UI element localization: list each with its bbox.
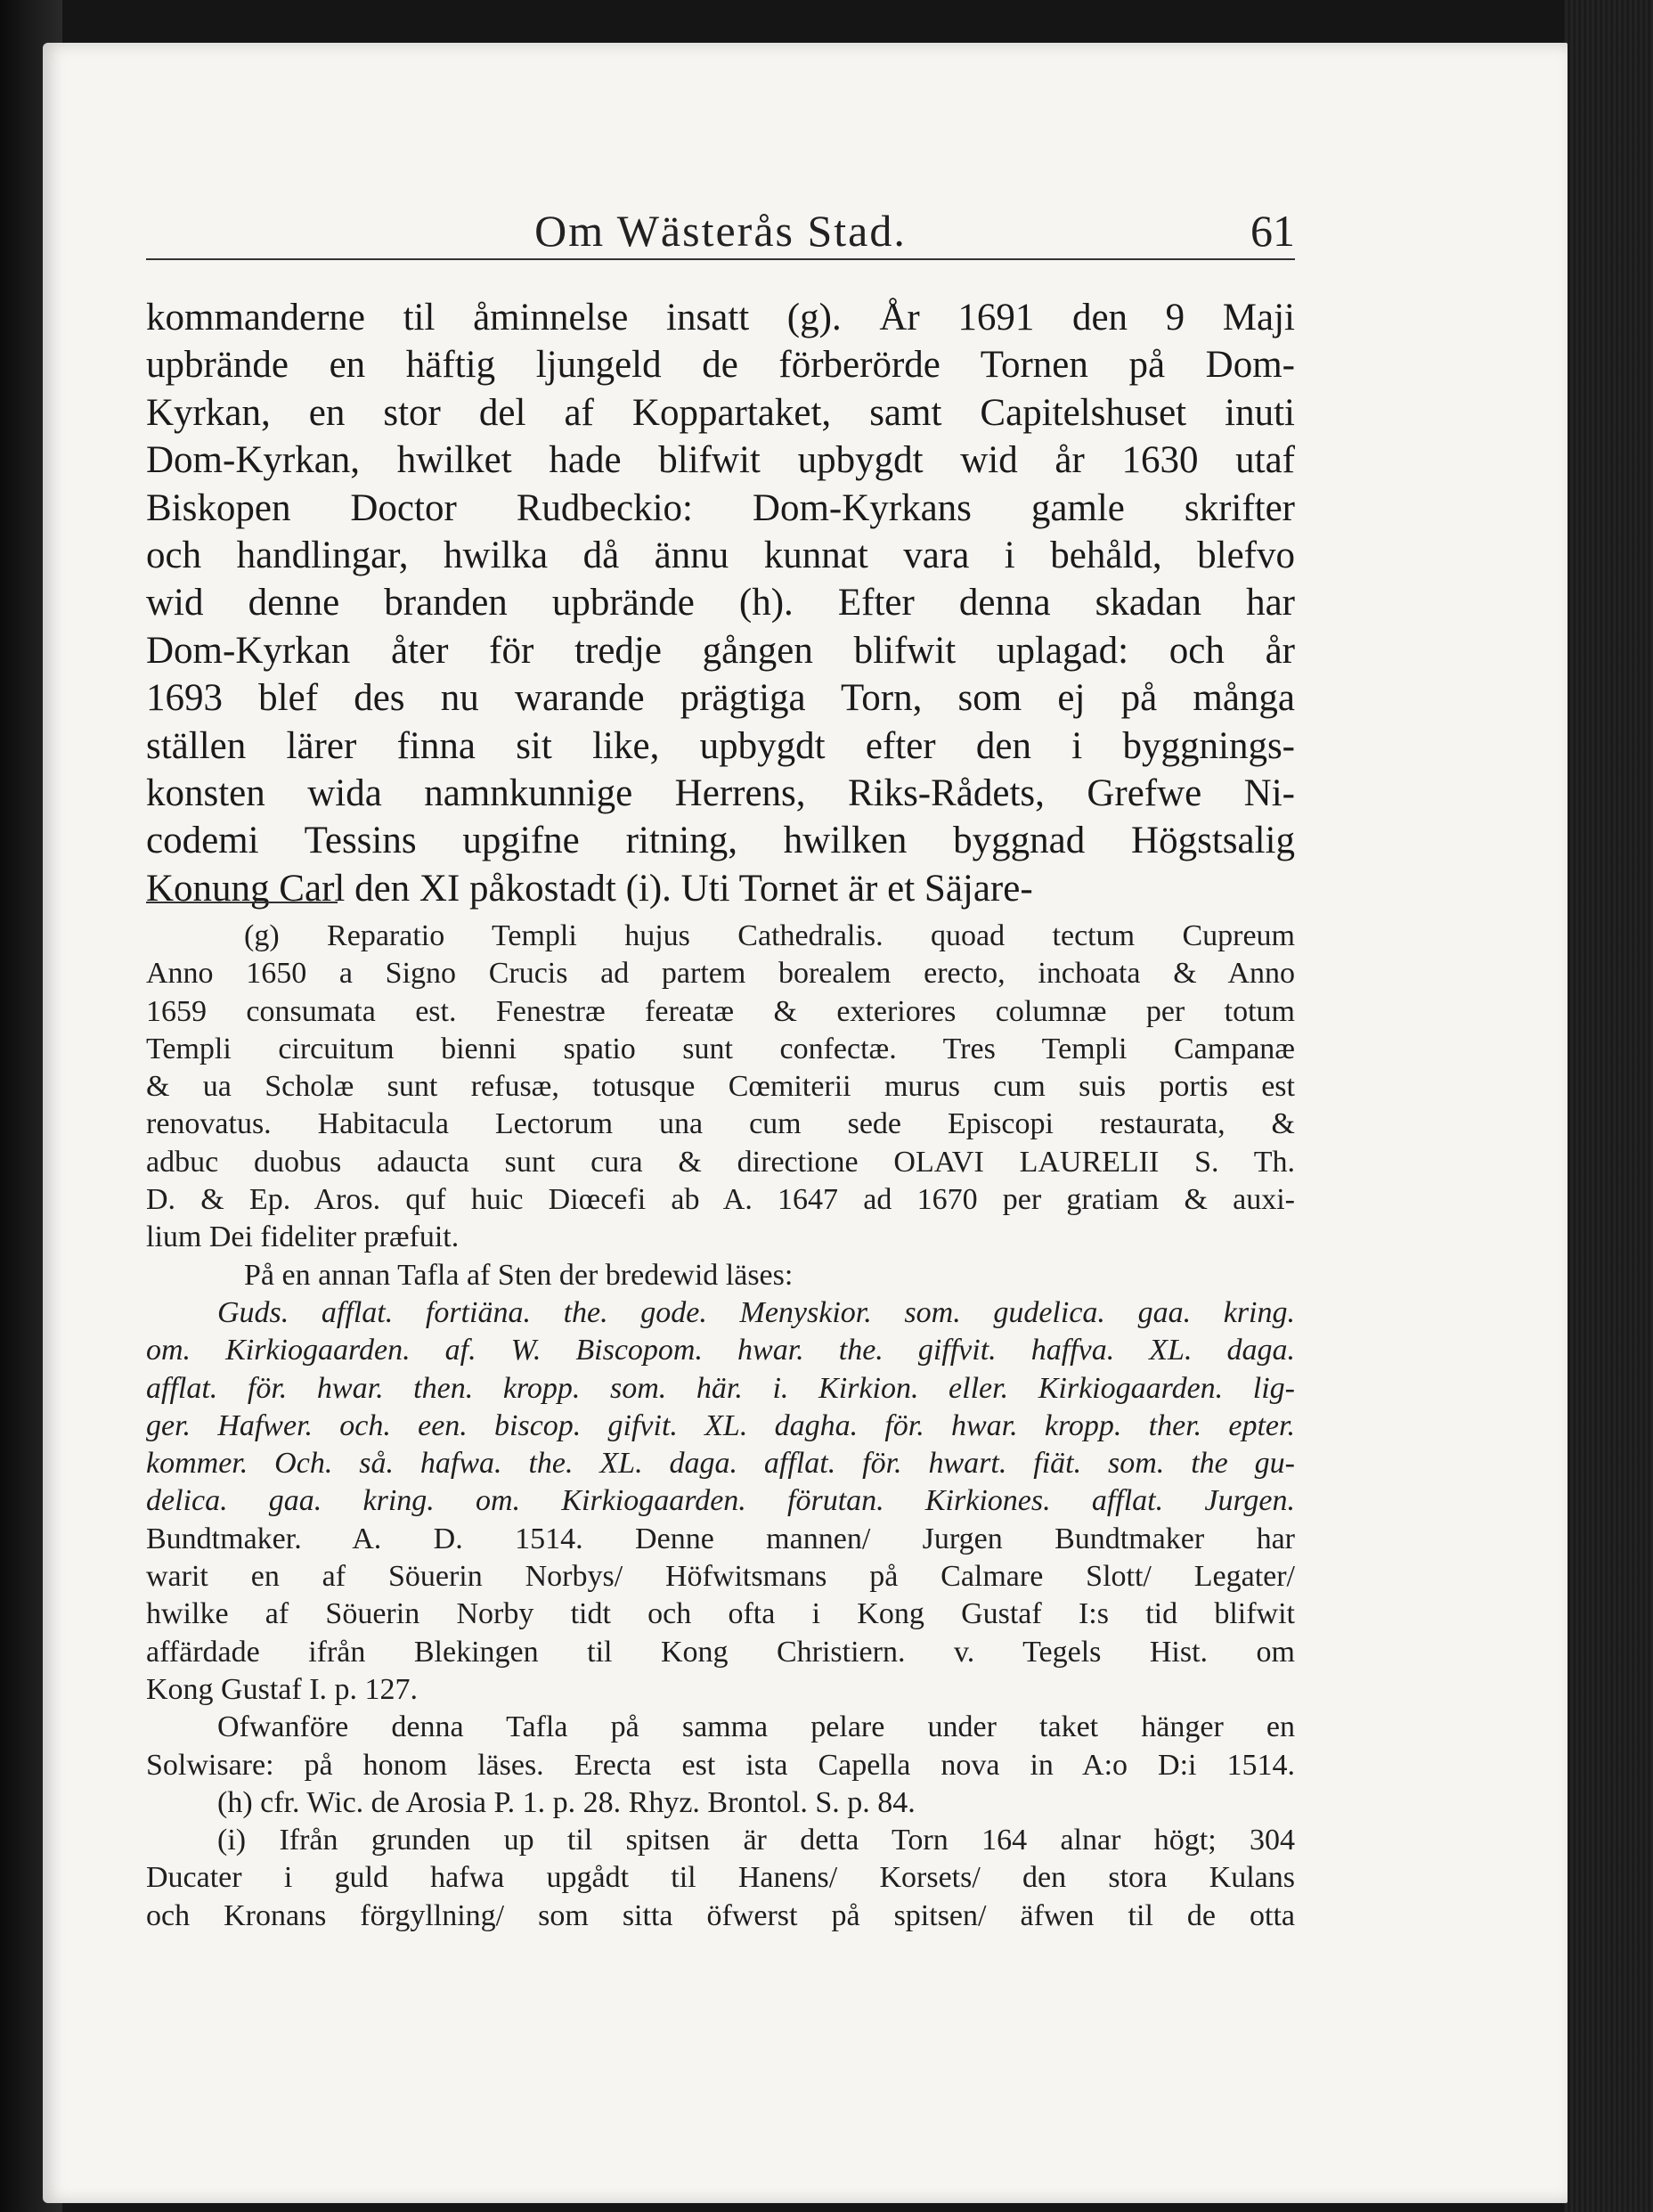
footnote-line: lium Dei fideliter præfuit. xyxy=(146,1220,460,1254)
footnotes xyxy=(146,918,1295,1935)
footnote-line: hwilke af Söuerin Norby tidt och ofta i Kong Gustaf I:s tid blifwit xyxy=(146,1597,1295,1631)
body-line: upbrände en häftig ljungeld de förberörde Tornen på Dom- xyxy=(146,344,1295,387)
body-line: Dom-Kyrkan åter för tredje gången blifwit uplagad: och år xyxy=(146,629,1295,672)
footnote-line: warit en af Söuerin Norbys/ Höfwitsmans på Calmare Slott/ Legater/ xyxy=(146,1560,1295,1594)
body-line: Kyrkan, en stor del af Koppartaket, samt Capitelshuset inuti xyxy=(146,391,1295,434)
footnote-line: affärdade ifrån Blekingen til Kong Christiern. v. Tegels Hist. om xyxy=(146,1635,1295,1669)
footnote-line: (h) cfr. Wic. de Arosia P. 1. p. 28. Rhyz. Brontol. S. p. 84. xyxy=(217,1785,916,1819)
page-number: 61 xyxy=(1250,206,1295,256)
footnote-line: kommer. Och. så. hafwa. the. XL. daga. afflat. för. hwart. fiät. som. the gu- xyxy=(146,1447,1295,1481)
footnote-line: ger. Hafwer. och. een. biscop. gifvit. XL. dagha. för. hwar. kropp. ther. epter. xyxy=(146,1408,1295,1442)
page-header xyxy=(146,160,1295,260)
main-text xyxy=(146,294,1295,912)
footnote-line: & ua Scholæ sunt refusæ, totusque Cœmiterii murus cum suis portis est xyxy=(146,1070,1295,1104)
body-line: wid denne branden upbrände (h). Efter denna skadan har xyxy=(146,582,1295,624)
footnote-line: D. & Ep. Aros. quf huic Diœcefi ab A. 1647 ad 1670 per gratiam & auxi- xyxy=(146,1183,1295,1217)
footnote-line: På en annan Tafla af Sten der bredewid läses: xyxy=(244,1258,794,1292)
footnote-line: och Kronans förgyllning/ som sitta öfwerst på spitsen/ äfwen til de otta xyxy=(146,1898,1295,1932)
footnote-line: afflat. för. hwar. then. kropp. som. här. i. Kirkion. eller. Kirkiogaarden. lig- xyxy=(146,1371,1295,1405)
footnote-line: delica. gaa. kring. om. Kirkiogaarden. förutan. Kirkiones. afflat. Jurgen. xyxy=(146,1484,1295,1518)
body-line: och handlingar, hwilka då ännu kunnat vara i behåld, blefvo xyxy=(146,535,1295,577)
footnote-line: Templi circuitum bienni spatio sunt confectæ. Tres Templi Campanæ xyxy=(146,1032,1295,1065)
body-line: Biskopen Doctor Rudbeckio: Dom-Kyrkans gamle skrifter xyxy=(146,486,1295,529)
body-line: codemi Tessins upgifne ritning, hwilken byggnad Högstsalig xyxy=(146,820,1295,862)
footnote-line: om. Kirkiogaarden. af. W. Biscopom. hwar. the. giffvit. haffva. XL. daga. xyxy=(146,1334,1295,1367)
body-line: Dom-Kyrkan, hwilket hade blifwit upbygdt wid år 1630 utaf xyxy=(146,439,1295,482)
footnote-line: Guds. afflat. fortiäna. the. gode. Menyskior. som. gudelica. gaa. kring. xyxy=(217,1295,1295,1329)
footnote-line: Ducater i guld hafwa upgådt til Hanens/ Korsets/ den stora Kulans xyxy=(146,1861,1295,1895)
footnote-line: Ofwanföre denna Tafla på samma pelare under taket hänger en xyxy=(217,1710,1295,1744)
footnote-line: Kong Gustaf I. p. 127. xyxy=(146,1672,419,1706)
body-line: ställen lärer finna sit like, upbygdt efter den i byggnings- xyxy=(146,724,1295,767)
footnote-line: (g) Reparatio Templi hujus Cathedralis. quoad tectum Cupreum xyxy=(244,919,1295,952)
footnote-line: renovatus. Habitacula Lectorum una cum sede Episcopi restaurata, & xyxy=(146,1107,1295,1141)
body-line: 1693 blef des nu warande prägtiga Torn, som ej på många xyxy=(146,677,1295,720)
footnote-line: Anno 1650 a Signo Crucis ad partem borealem erecto, inchoata & Anno xyxy=(146,957,1295,991)
book-edge-right xyxy=(1564,0,1653,2212)
footnote-line: 1659 consumata est. Fenestræ fereatæ & exteriores columnæ per totum xyxy=(146,994,1295,1028)
body-line: konsten wida namnkunnige Herrens, Riks-Rådets, Grefwe Ni- xyxy=(146,772,1295,815)
footnote-line: adbuc duobus adaucta sunt cura & directione OLAVI LAURELII S. Th. xyxy=(146,1145,1295,1179)
footnote-line: (i) Ifrån grunden up til spitsen är detta Torn 164 alnar högt; 304 xyxy=(217,1824,1295,1857)
body-line: kommanderne til åminnelse insatt (g). År 1691 den 9 Maji xyxy=(146,297,1295,339)
footnote-line: Bundtmaker. A. D. 1514. Denne mannen/ Jurgen Bundtmaker har xyxy=(146,1522,1295,1555)
footnote-rule xyxy=(146,902,338,903)
running-title: Om Wästerås Stad. xyxy=(534,206,907,256)
body-line: Konung Carl den XI påkostadt (i). Uti Tornet är et Säjare- xyxy=(146,867,1033,910)
footnote-line: Solwisare: på honom läses. Erecta est ista Capella nova in A:o D:i 1514. xyxy=(146,1748,1295,1782)
